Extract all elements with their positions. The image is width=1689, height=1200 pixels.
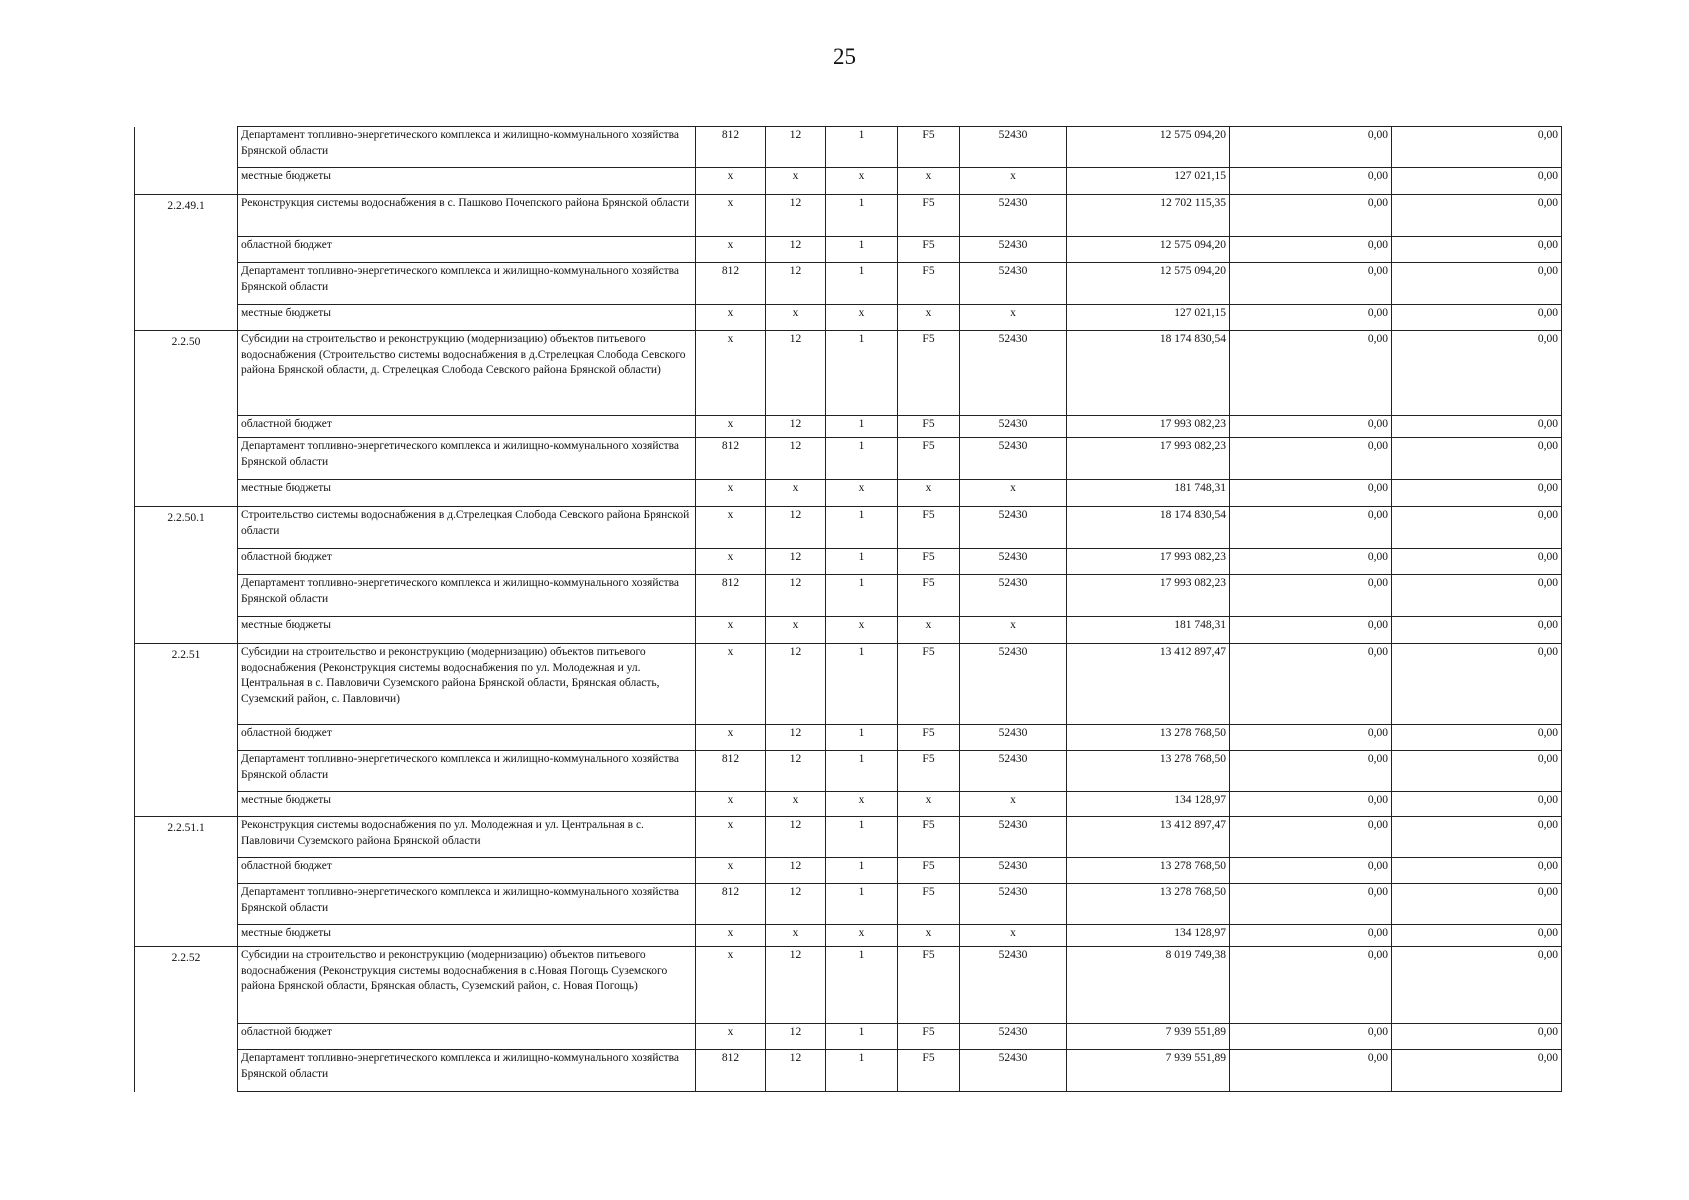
code-grbs: x [696, 549, 766, 575]
table-row [135, 127, 1562, 168]
amount-year-3: 0,00 [1392, 480, 1562, 507]
amount-year-1: 127 021,15 [1067, 305, 1230, 331]
table-row [135, 507, 1562, 549]
code-grbs: 812 [696, 575, 766, 617]
row-number [135, 884, 238, 925]
table-row [135, 416, 1562, 438]
code-section: 12 [766, 884, 826, 925]
code-grbs: x [696, 305, 766, 331]
code-section: 12 [766, 947, 826, 1024]
code-section: 12 [766, 237, 826, 263]
amount-year-3: 0,00 [1392, 127, 1562, 168]
code-direction: 52430 [960, 725, 1067, 751]
table-row [135, 1050, 1562, 1092]
code-direction: 52430 [960, 1024, 1067, 1050]
amount-year-3: 0,00 [1392, 416, 1562, 438]
amount-year-2: 0,00 [1230, 305, 1392, 331]
code-section: 12 [766, 263, 826, 305]
code-direction: 52430 [960, 1050, 1067, 1092]
code-section: 12 [766, 195, 826, 237]
code-grbs: 812 [696, 438, 766, 480]
amount-year-2: 0,00 [1230, 331, 1392, 416]
row-name: местные бюджеты [238, 480, 696, 507]
table-row [135, 1024, 1562, 1050]
code-direction: 52430 [960, 438, 1067, 480]
table-row [135, 331, 1562, 416]
table-row [135, 549, 1562, 575]
row-name: областной бюджет [238, 416, 696, 438]
amount-year-3: 0,00 [1392, 168, 1562, 195]
code-section: 12 [766, 127, 826, 168]
table-row [135, 884, 1562, 925]
code-program: F5 [898, 237, 960, 263]
code-section: 12 [766, 725, 826, 751]
amount-year-3: 0,00 [1392, 549, 1562, 575]
code-direction: 52430 [960, 549, 1067, 575]
amount-year-3: 0,00 [1392, 195, 1562, 237]
amount-year-2: 0,00 [1230, 575, 1392, 617]
table-row [135, 195, 1562, 237]
amount-year-3: 0,00 [1392, 507, 1562, 549]
amount-year-2: 0,00 [1230, 507, 1392, 549]
row-name: Департамент топливно-энергетического комплекса и жилищно-коммунального хозяйства Брянской области [238, 751, 696, 792]
amount-year-3: 0,00 [1392, 751, 1562, 792]
code-section: 12 [766, 644, 826, 725]
amount-year-2: 0,00 [1230, 725, 1392, 751]
amount-year-1: 13 278 768,50 [1067, 751, 1230, 792]
amount-year-2: 0,00 [1230, 858, 1392, 884]
amount-year-1: 181 748,31 [1067, 617, 1230, 644]
code-program: F5 [898, 438, 960, 480]
code-subsection: 1 [826, 1050, 898, 1092]
amount-year-1: 17 993 082,23 [1067, 575, 1230, 617]
code-program: F5 [898, 725, 960, 751]
row-number: 2.2.52 [135, 947, 238, 1024]
budget-table [134, 126, 1562, 1092]
row-number [135, 1050, 238, 1092]
code-subsection: 1 [826, 507, 898, 549]
code-subsection: 1 [826, 575, 898, 617]
code-subsection: x [826, 168, 898, 195]
row-name: местные бюджеты [238, 305, 696, 331]
code-program: F5 [898, 751, 960, 792]
code-section: x [766, 480, 826, 507]
code-program: x [898, 480, 960, 507]
code-subsection: 1 [826, 549, 898, 575]
row-name: Реконструкция системы водоснабжения по ул. Молодежная и ул. Центральная в с. Павловичи Суземского района Брянской области [238, 817, 696, 858]
row-name: областной бюджет [238, 237, 696, 263]
row-number [135, 1024, 238, 1050]
amount-year-2: 0,00 [1230, 438, 1392, 480]
row-number [135, 237, 238, 263]
code-grbs: x [696, 617, 766, 644]
code-section: 12 [766, 331, 826, 416]
code-program: F5 [898, 884, 960, 925]
amount-year-1: 13 278 768,50 [1067, 858, 1230, 884]
code-subsection: x [826, 925, 898, 947]
code-direction: 52430 [960, 507, 1067, 549]
code-direction: 52430 [960, 644, 1067, 725]
code-direction: 52430 [960, 127, 1067, 168]
code-grbs: x [696, 792, 766, 817]
amount-year-1: 17 993 082,23 [1067, 549, 1230, 575]
row-number: 2.2.51 [135, 644, 238, 725]
code-direction: x [960, 792, 1067, 817]
code-subsection: 1 [826, 438, 898, 480]
amount-year-1: 18 174 830,54 [1067, 331, 1230, 416]
amount-year-3: 0,00 [1392, 725, 1562, 751]
code-grbs: x [696, 168, 766, 195]
table-row [135, 817, 1562, 858]
code-grbs: x [696, 817, 766, 858]
table-row [135, 575, 1562, 617]
amount-year-1: 134 128,97 [1067, 925, 1230, 947]
code-section: 12 [766, 1050, 826, 1092]
table-row [135, 725, 1562, 751]
amount-year-2: 0,00 [1230, 127, 1392, 168]
code-section: 12 [766, 817, 826, 858]
code-grbs: x [696, 858, 766, 884]
code-grbs: x [696, 947, 766, 1024]
amount-year-1: 8 019 749,38 [1067, 947, 1230, 1024]
amount-year-1: 127 021,15 [1067, 168, 1230, 195]
code-section: 12 [766, 751, 826, 792]
row-name: местные бюджеты [238, 792, 696, 817]
row-name: Субсидии на строительство и реконструкцию (модернизацию) объектов питьевого водоснабжения (Строительство системы водоснабжения в д.Стрелецкая Слобода Севского района Брянской области, д. Стрелецкая Слобода Севского района Брянской области) [238, 331, 696, 416]
row-name: Субсидии на строительство и реконструкцию (модернизацию) объектов питьевого водоснабжения (Реконструкция системы водоснабжения по ул. Молодежная и ул. Центральная в с. Павловичи Суземского района Брянской области, Брянская область, Суземский район, с. Павловичи) [238, 644, 696, 725]
code-grbs: x [696, 1024, 766, 1050]
table-row [135, 792, 1562, 817]
row-number [135, 416, 238, 438]
table-row [135, 644, 1562, 725]
code-subsection: 1 [826, 195, 898, 237]
amount-year-2: 0,00 [1230, 480, 1392, 507]
amount-year-1: 13 412 897,47 [1067, 817, 1230, 858]
amount-year-1: 134 128,97 [1067, 792, 1230, 817]
amount-year-2: 0,00 [1230, 263, 1392, 305]
code-subsection: 1 [826, 725, 898, 751]
code-section: x [766, 305, 826, 331]
code-grbs: x [696, 644, 766, 725]
code-direction: 52430 [960, 817, 1067, 858]
code-program: F5 [898, 817, 960, 858]
amount-year-2: 0,00 [1230, 549, 1392, 575]
row-number [135, 168, 238, 195]
code-section: x [766, 617, 826, 644]
amount-year-1: 7 939 551,89 [1067, 1050, 1230, 1092]
amount-year-2: 0,00 [1230, 644, 1392, 725]
amount-year-2: 0,00 [1230, 168, 1392, 195]
code-program: x [898, 168, 960, 195]
table-row [135, 925, 1562, 947]
amount-year-3: 0,00 [1392, 237, 1562, 263]
code-program: F5 [898, 549, 960, 575]
code-direction: x [960, 305, 1067, 331]
code-section: 12 [766, 507, 826, 549]
code-subsection: 1 [826, 331, 898, 416]
row-number [135, 792, 238, 817]
amount-year-1: 13 278 768,50 [1067, 725, 1230, 751]
amount-year-2: 0,00 [1230, 947, 1392, 1024]
code-direction: x [960, 617, 1067, 644]
amount-year-1: 13 278 768,50 [1067, 884, 1230, 925]
amount-year-3: 0,00 [1392, 817, 1562, 858]
row-number: 2.2.51.1 [135, 817, 238, 858]
code-program: F5 [898, 1024, 960, 1050]
code-program: F5 [898, 644, 960, 725]
code-direction: 52430 [960, 751, 1067, 792]
amount-year-2: 0,00 [1230, 617, 1392, 644]
code-subsection: 1 [826, 858, 898, 884]
amount-year-2: 0,00 [1230, 237, 1392, 263]
row-number [135, 617, 238, 644]
code-subsection: 1 [826, 644, 898, 725]
row-name: областной бюджет [238, 1024, 696, 1050]
row-name: областной бюджет [238, 549, 696, 575]
code-direction: 52430 [960, 331, 1067, 416]
table-row [135, 751, 1562, 792]
amount-year-2: 0,00 [1230, 925, 1392, 947]
code-section: 12 [766, 416, 826, 438]
amount-year-2: 0,00 [1230, 195, 1392, 237]
table-row [135, 947, 1562, 1024]
amount-year-3: 0,00 [1392, 858, 1562, 884]
row-name: Департамент топливно-энергетического комплекса и жилищно-коммунального хозяйства Брянской области [238, 575, 696, 617]
code-program: F5 [898, 1050, 960, 1092]
table-row [135, 237, 1562, 263]
row-number [135, 925, 238, 947]
code-direction: 52430 [960, 947, 1067, 1024]
code-subsection: 1 [826, 263, 898, 305]
code-subsection: x [826, 792, 898, 817]
amount-year-3: 0,00 [1392, 925, 1562, 947]
amount-year-3: 0,00 [1392, 617, 1562, 644]
amount-year-3: 0,00 [1392, 263, 1562, 305]
amount-year-1: 12 575 094,20 [1067, 263, 1230, 305]
row-number: 2.2.49.1 [135, 195, 238, 237]
amount-year-3: 0,00 [1392, 947, 1562, 1024]
code-subsection: 1 [826, 237, 898, 263]
table-row [135, 858, 1562, 884]
code-subsection: 1 [826, 751, 898, 792]
row-name: Субсидии на строительство и реконструкцию (модернизацию) объектов питьевого водоснабжения (Реконструкция системы водоснабжения в с.Новая Погощь Суземского района Брянской области, Брянская область, Суземский район, с. Новая Погощь) [238, 947, 696, 1024]
code-direction: 52430 [960, 237, 1067, 263]
code-section: x [766, 168, 826, 195]
row-number [135, 575, 238, 617]
amount-year-2: 0,00 [1230, 1050, 1392, 1092]
row-name: местные бюджеты [238, 617, 696, 644]
code-section: 12 [766, 549, 826, 575]
row-name: местные бюджеты [238, 168, 696, 195]
code-direction: 52430 [960, 416, 1067, 438]
code-grbs: x [696, 331, 766, 416]
code-subsection: x [826, 617, 898, 644]
code-section: x [766, 925, 826, 947]
row-number: 2.2.50 [135, 331, 238, 416]
code-grbs: 812 [696, 263, 766, 305]
amount-year-2: 0,00 [1230, 751, 1392, 792]
code-subsection: x [826, 480, 898, 507]
amount-year-2: 0,00 [1230, 416, 1392, 438]
row-name: Департамент топливно-энергетического комплекса и жилищно-коммунального хозяйства Брянской области [238, 1050, 696, 1092]
amount-year-3: 0,00 [1392, 575, 1562, 617]
code-subsection: 1 [826, 884, 898, 925]
amount-year-1: 12 702 115,35 [1067, 195, 1230, 237]
amount-year-1: 181 748,31 [1067, 480, 1230, 507]
amount-year-3: 0,00 [1392, 438, 1562, 480]
table-row [135, 263, 1562, 305]
row-name: Реконструкция системы водоснабжения в с. Пашково Почепского района Брянской области [238, 195, 696, 237]
code-direction: 52430 [960, 858, 1067, 884]
row-name: Департамент топливно-энергетического комплекса и жилищно-коммунального хозяйства Брянской области [238, 884, 696, 925]
row-number [135, 127, 238, 168]
amount-year-1: 12 575 094,20 [1067, 127, 1230, 168]
code-program: F5 [898, 947, 960, 1024]
row-number [135, 305, 238, 331]
amount-year-3: 0,00 [1392, 305, 1562, 331]
row-name: Департамент топливно-энергетического комплекса и жилищно-коммунального хозяйства Брянской области [238, 127, 696, 168]
code-program: x [898, 305, 960, 331]
code-grbs: x [696, 480, 766, 507]
code-grbs: x [696, 195, 766, 237]
amount-year-1: 17 993 082,23 [1067, 416, 1230, 438]
amount-year-3: 0,00 [1392, 644, 1562, 725]
row-number [135, 858, 238, 884]
code-grbs: x [696, 925, 766, 947]
code-program: F5 [898, 858, 960, 884]
amount-year-1: 17 993 082,23 [1067, 438, 1230, 480]
row-number [135, 480, 238, 507]
code-grbs: 812 [696, 1050, 766, 1092]
amount-year-3: 0,00 [1392, 331, 1562, 416]
table-row [135, 438, 1562, 480]
table-row [135, 168, 1562, 195]
code-program: F5 [898, 127, 960, 168]
code-section: 12 [766, 858, 826, 884]
code-program: F5 [898, 263, 960, 305]
code-direction: 52430 [960, 263, 1067, 305]
code-subsection: 1 [826, 817, 898, 858]
code-grbs: 812 [696, 884, 766, 925]
code-program: F5 [898, 331, 960, 416]
row-number [135, 263, 238, 305]
amount-year-1: 13 412 897,47 [1067, 644, 1230, 725]
amount-year-2: 0,00 [1230, 792, 1392, 817]
row-name: Департамент топливно-энергетического комплекса и жилищно-коммунального хозяйства Брянской области [238, 438, 696, 480]
code-section: 12 [766, 1024, 826, 1050]
row-name: местные бюджеты [238, 925, 696, 947]
amount-year-1: 18 174 830,54 [1067, 507, 1230, 549]
code-program: F5 [898, 195, 960, 237]
code-direction: 52430 [960, 575, 1067, 617]
code-direction: x [960, 168, 1067, 195]
budget-table-body [135, 127, 1562, 1092]
amount-year-3: 0,00 [1392, 792, 1562, 817]
table-row [135, 305, 1562, 331]
row-number [135, 725, 238, 751]
table-row [135, 617, 1562, 644]
amount-year-1: 12 575 094,20 [1067, 237, 1230, 263]
amount-year-2: 0,00 [1230, 1024, 1392, 1050]
code-direction: 52430 [960, 195, 1067, 237]
amount-year-2: 0,00 [1230, 884, 1392, 925]
code-subsection: 1 [826, 127, 898, 168]
row-number [135, 751, 238, 792]
code-program: F5 [898, 416, 960, 438]
code-subsection: x [826, 305, 898, 331]
code-subsection: 1 [826, 1024, 898, 1050]
code-grbs: x [696, 237, 766, 263]
code-subsection: 1 [826, 416, 898, 438]
code-grbs: x [696, 725, 766, 751]
row-number: 2.2.50.1 [135, 507, 238, 549]
code-program: F5 [898, 507, 960, 549]
code-grbs: 812 [696, 127, 766, 168]
row-name: Строительство системы водоснабжения в д.Стрелецкая Слобода Севского района Брянской области [238, 507, 696, 549]
row-name: областной бюджет [238, 725, 696, 751]
row-name: Департамент топливно-энергетического комплекса и жилищно-коммунального хозяйства Брянской области [238, 263, 696, 305]
amount-year-3: 0,00 [1392, 884, 1562, 925]
amount-year-3: 0,00 [1392, 1050, 1562, 1092]
code-program: x [898, 617, 960, 644]
amount-year-1: 7 939 551,89 [1067, 1024, 1230, 1050]
amount-year-3: 0,00 [1392, 1024, 1562, 1050]
code-direction: x [960, 925, 1067, 947]
code-grbs: x [696, 507, 766, 549]
code-section: 12 [766, 575, 826, 617]
code-subsection: 1 [826, 947, 898, 1024]
row-number [135, 549, 238, 575]
row-number [135, 438, 238, 480]
code-section: 12 [766, 438, 826, 480]
table-row [135, 480, 1562, 507]
code-program: F5 [898, 575, 960, 617]
page-number: 25 [833, 44, 856, 69]
amount-year-2: 0,00 [1230, 817, 1392, 858]
code-grbs: 812 [696, 751, 766, 792]
row-name: областной бюджет [238, 858, 696, 884]
code-direction: x [960, 480, 1067, 507]
code-direction: 52430 [960, 884, 1067, 925]
code-program: x [898, 925, 960, 947]
code-grbs: x [696, 416, 766, 438]
code-program: x [898, 792, 960, 817]
code-section: x [766, 792, 826, 817]
